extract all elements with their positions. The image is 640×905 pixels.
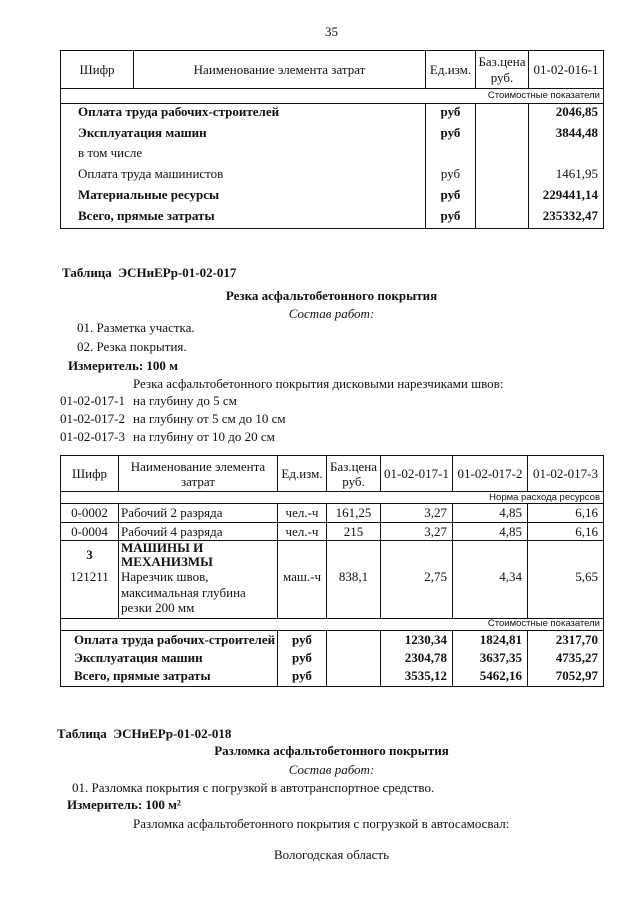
row-name: Эксплуатация машин bbox=[61, 125, 426, 145]
variant-line bbox=[60, 393, 237, 409]
table-row bbox=[61, 104, 604, 125]
resource-value: 3,27 bbox=[381, 504, 453, 523]
section-label-row bbox=[61, 492, 604, 504]
table-header-row bbox=[61, 51, 604, 89]
row-base-price bbox=[476, 208, 529, 229]
header-base-price-line2: руб. bbox=[342, 473, 365, 489]
table-row bbox=[61, 667, 604, 686]
group-unit bbox=[278, 541, 327, 570]
resource-base-price: 215 bbox=[327, 523, 381, 541]
row-value: 235332,47 bbox=[529, 208, 604, 229]
row-unit: руб bbox=[426, 187, 476, 208]
group-row bbox=[61, 541, 604, 570]
work-step: 01. Разломка покрытия с погрузкой в автотранспортное средство. bbox=[72, 780, 435, 795]
variant-text: на глубину от 5 см до 10 см bbox=[133, 411, 286, 426]
variant-code: 01-02-017-1 bbox=[60, 393, 125, 408]
header-base-price bbox=[327, 456, 381, 492]
resource-code: 0-0004 bbox=[61, 523, 119, 541]
header-unit: Ед.изм. bbox=[278, 456, 327, 492]
header-variant: 01-02-017-2 bbox=[453, 456, 528, 492]
cost-value: 3637,35 bbox=[453, 649, 528, 667]
row-unit: руб bbox=[426, 208, 476, 229]
row-name: Материальные ресурсы bbox=[61, 187, 426, 208]
resource-value: 6,16 bbox=[528, 523, 604, 541]
measure-unit: Измеритель: 100 м² bbox=[67, 797, 181, 812]
section-heading: Резка асфальтобетонного покрытия bbox=[225, 288, 438, 303]
header-unit: Ед.изм. bbox=[426, 51, 476, 89]
table-row bbox=[61, 569, 604, 618]
section-label-row bbox=[61, 89, 604, 104]
work-description: Резка асфальтобетонного покрытия дисковыми нарезчиками швов: bbox=[133, 376, 504, 391]
section-heading: Разломка асфальтобетонного покрытия bbox=[214, 743, 449, 758]
cost-section-label: Стоимостные показатели bbox=[61, 89, 604, 104]
row-base-price bbox=[476, 125, 529, 145]
table-title: Таблица ЭСНиЕРр-01-02-018 bbox=[57, 726, 232, 741]
machine-value: 4,34 bbox=[453, 569, 528, 618]
table-row bbox=[61, 649, 604, 667]
row-name: в том числе bbox=[61, 145, 426, 166]
row-base-price bbox=[476, 145, 529, 166]
machine-unit: маш.-ч bbox=[278, 569, 327, 618]
resource-unit: чел.-ч bbox=[278, 523, 327, 541]
machine-value: 2,75 bbox=[381, 569, 453, 618]
machine-name: Нарезчик швов, максимальная глубина резки 200 мм bbox=[121, 569, 246, 615]
machine-value: 5,65 bbox=[528, 569, 604, 618]
header-variant: 01-02-017-1 bbox=[381, 456, 453, 492]
table-row bbox=[61, 187, 604, 208]
variant-code: 01-02-017-2 bbox=[60, 411, 125, 426]
variant-line bbox=[60, 411, 286, 427]
resource-value: 3,27 bbox=[381, 523, 453, 541]
header-code: Шифр bbox=[61, 456, 119, 492]
norm-section-label: Норма расхода ресурсов bbox=[61, 492, 604, 504]
composition-label: Состав работ: bbox=[288, 306, 375, 321]
table-header-row bbox=[61, 456, 604, 492]
cost-base-price bbox=[327, 649, 381, 667]
page-number: 35 bbox=[325, 24, 338, 39]
variant-code: 01-02-017-3 bbox=[60, 429, 125, 444]
group-value bbox=[453, 541, 528, 570]
row-base-price bbox=[476, 187, 529, 208]
row-unit: руб bbox=[426, 104, 476, 125]
row-name: Оплата труда рабочих-строителей bbox=[61, 104, 426, 125]
measure-unit: Измеритель: 100 м bbox=[68, 358, 179, 373]
composition-label: Состав работ: bbox=[288, 762, 375, 777]
section-label-row bbox=[61, 618, 604, 630]
cost-unit: руб bbox=[278, 667, 327, 686]
group-value bbox=[381, 541, 453, 570]
row-value bbox=[529, 145, 604, 166]
group-base-price bbox=[327, 541, 381, 570]
table-row bbox=[61, 523, 604, 541]
cost-unit: руб bbox=[278, 630, 327, 649]
group-name: МАШИНЫ И МЕХАНИЗМЫ bbox=[121, 540, 213, 569]
cost-value: 2304,78 bbox=[381, 649, 453, 667]
machine-code: 121211 bbox=[61, 569, 119, 618]
cost-section-label: Стоимостные показатели bbox=[61, 618, 604, 630]
cost-value: 7052,97 bbox=[528, 667, 604, 686]
table-row bbox=[61, 208, 604, 229]
table-title: Таблица ЭСНиЕРр-01-02-017 bbox=[62, 265, 237, 280]
resource-table-01-02-017 bbox=[60, 455, 604, 687]
cost-value: 5462,16 bbox=[453, 667, 528, 686]
header-variant: 01-02-016-1 bbox=[529, 51, 604, 89]
row-name: Всего, прямые затраты bbox=[61, 208, 426, 229]
resource-value: 6,16 bbox=[528, 504, 604, 523]
row-value: 229441,14 bbox=[529, 187, 604, 208]
row-unit bbox=[426, 145, 476, 166]
row-unit: руб bbox=[426, 125, 476, 145]
row-base-price bbox=[476, 166, 529, 187]
cost-name: Оплата труда рабочих-строителей bbox=[61, 630, 278, 649]
resource-name: Рабочий 2 разряда bbox=[119, 504, 278, 523]
cost-name: Всего, прямые затраты bbox=[61, 667, 278, 686]
header-name: Наименование элемента затрат bbox=[119, 456, 278, 492]
machine-base-price: 838,1 bbox=[327, 569, 381, 618]
resource-code: 0-0002 bbox=[61, 504, 119, 523]
cost-value: 4735,27 bbox=[528, 649, 604, 667]
header-base-price-line1: Баз.цена bbox=[478, 53, 526, 69]
group-code: 3 bbox=[61, 541, 119, 570]
cost-base-price bbox=[327, 667, 381, 686]
table-row bbox=[61, 125, 604, 145]
row-unit: руб bbox=[426, 166, 476, 187]
table-row bbox=[61, 145, 604, 166]
work-step: 01. Разметка участка. bbox=[77, 320, 195, 335]
resource-value: 4,85 bbox=[453, 504, 528, 523]
cost-table-01-02-016 bbox=[60, 50, 604, 229]
resource-name: Рабочий 4 разряда bbox=[119, 523, 278, 541]
resource-base-price: 161,25 bbox=[327, 504, 381, 523]
cost-value: 1824,81 bbox=[453, 630, 528, 649]
group-name-cell bbox=[119, 541, 278, 570]
row-value: 1461,95 bbox=[529, 166, 604, 187]
row-name: Оплата труда машинистов bbox=[61, 166, 426, 187]
header-base-price-line1: Баз.цена bbox=[329, 458, 378, 474]
resource-value: 4,85 bbox=[453, 523, 528, 541]
cost-value: 1230,34 bbox=[381, 630, 453, 649]
table-row bbox=[61, 504, 604, 523]
cost-value: 3535,12 bbox=[381, 667, 453, 686]
variant-text: на глубину до 5 см bbox=[133, 393, 237, 408]
header-variant: 01-02-017-3 bbox=[528, 456, 604, 492]
resource-unit: чел.-ч bbox=[278, 504, 327, 523]
header-code: Шифр bbox=[61, 51, 134, 89]
machine-name-cell bbox=[119, 569, 278, 618]
row-value: 3844,48 bbox=[529, 125, 604, 145]
variant-text: на глубину от 10 до 20 см bbox=[133, 429, 275, 444]
row-base-price bbox=[476, 104, 529, 125]
variant-line bbox=[60, 429, 275, 445]
table-row bbox=[61, 630, 604, 649]
cost-base-price bbox=[327, 630, 381, 649]
table-row bbox=[61, 166, 604, 187]
page-footer-region: Вологодская область bbox=[273, 847, 390, 862]
work-description: Разломка асфальтобетонного покрытия с погрузкой в автосамосвал: bbox=[133, 816, 510, 831]
cost-unit: руб bbox=[278, 649, 327, 667]
group-value bbox=[528, 541, 604, 570]
cost-name: Эксплуатация машин bbox=[61, 649, 278, 667]
header-name: Наименование элемента затрат bbox=[134, 51, 426, 89]
work-step: 02. Резка покрытия. bbox=[77, 339, 187, 354]
row-value: 2046,85 bbox=[529, 104, 604, 125]
header-base-price bbox=[476, 51, 529, 89]
cost-value: 2317,70 bbox=[528, 630, 604, 649]
header-base-price-line2: руб. bbox=[490, 69, 514, 85]
